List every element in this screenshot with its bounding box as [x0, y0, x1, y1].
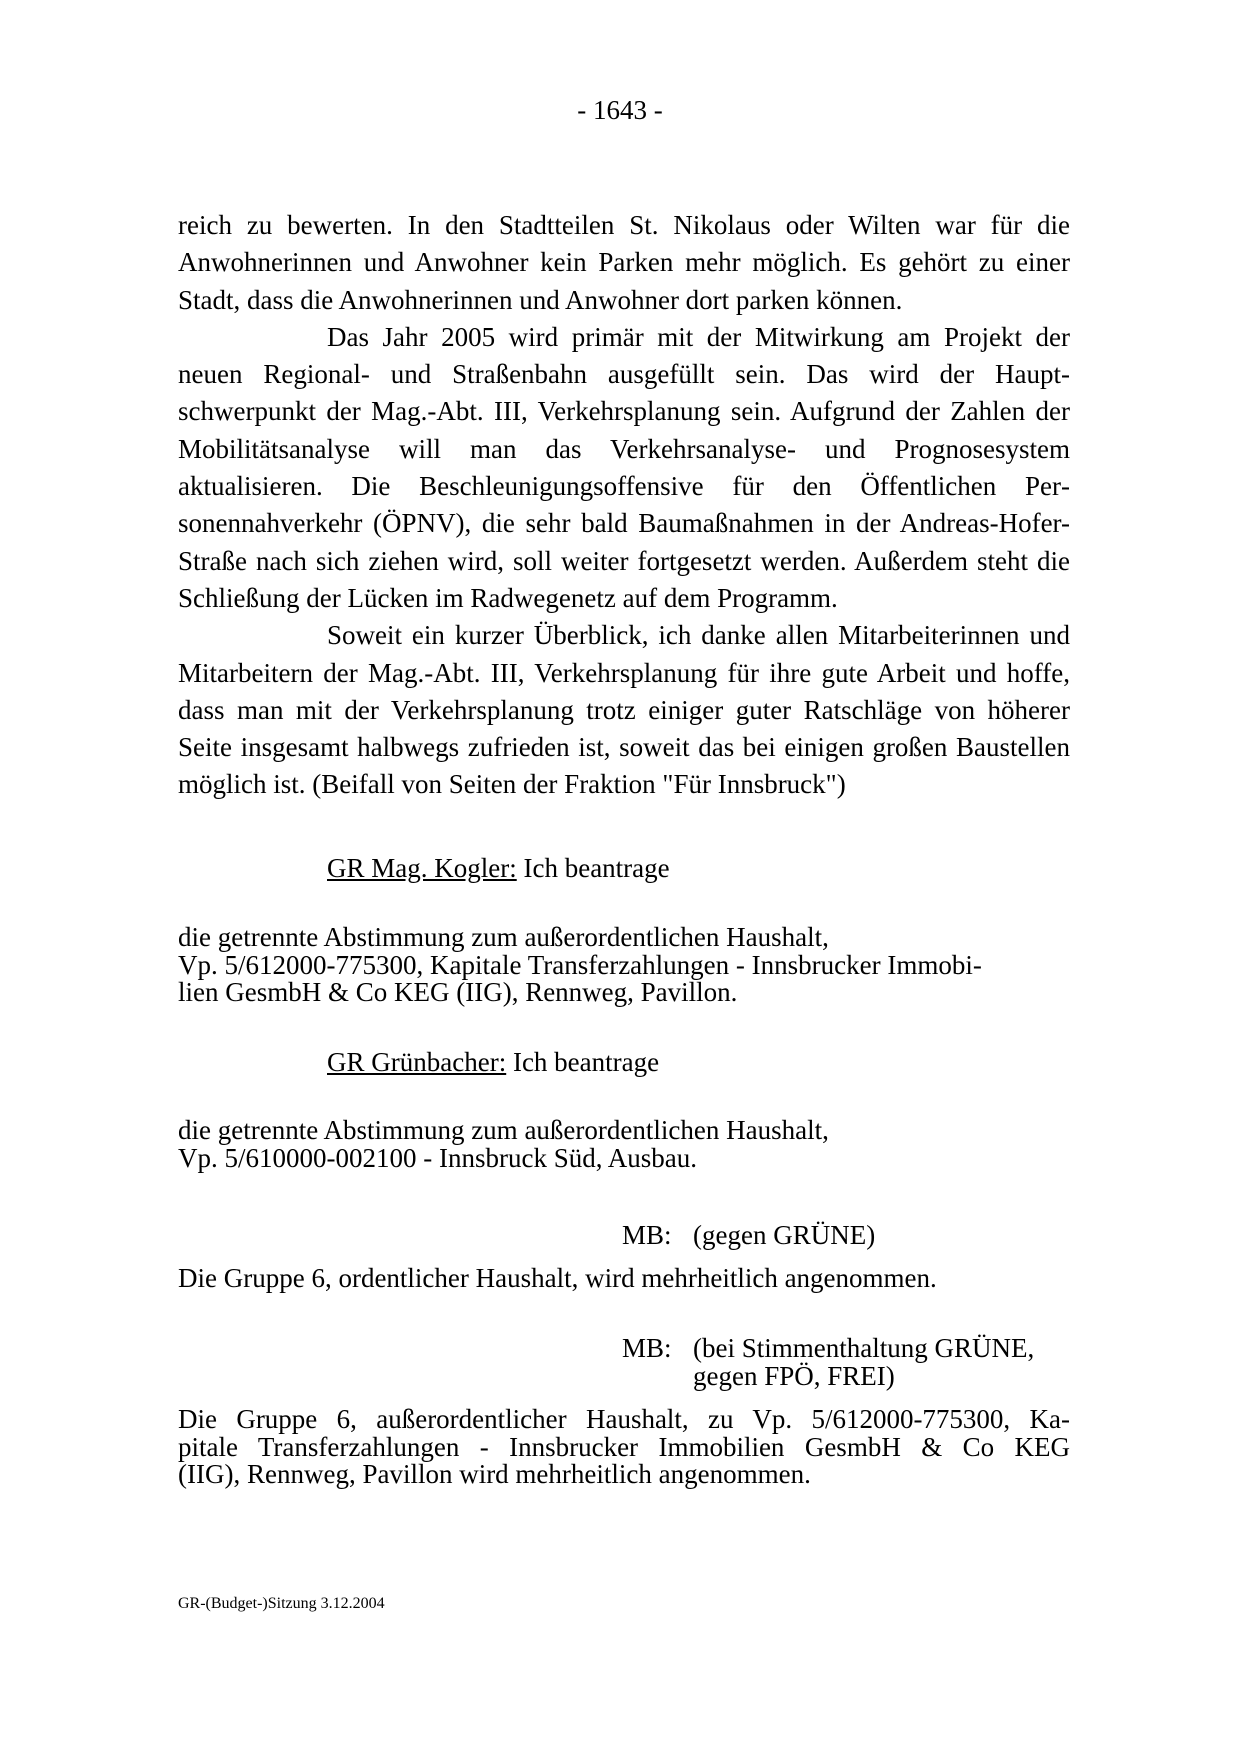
vote-detail-line: gegen FPÖ, FREI)	[693, 1360, 895, 1391]
page-number: - 1643 -	[577, 95, 663, 125]
motion-line: die getrennte Abstimmung zum außerordentlichen Haushalt,	[178, 922, 829, 952]
result-line: Die Gruppe 6, außerordentlicher Haushalt, zu Vp. 5/612000-775300, Ka-	[178, 1404, 1070, 1434]
motion-1-speaker-line	[327, 850, 670, 886]
paragraph-3: Soweit ein kurzer Überblick, ich danke allen Mitarbeiterinnen und Mitarbeitern der Mag.-Abt. III, Verkehrsplanung für ihre gute Arbeit und hoffe, dass man mit der Verkehrsplanung trotz einiger guter Ratschläge von höherer Seite insgesamt halbwegs zufrieden ist, soweit das bei einigen großen Baustellen möglich ist. (Beifall von Seiten der Fraktion "Für Innsbruck")	[178, 620, 1070, 800]
result-line: (IIG), Rennweg, Pavillon wird mehrheitlich angenommen.	[178, 1459, 811, 1489]
motion-line: die getrennte Abstimmung zum außerordentlichen Haushalt,	[178, 1115, 829, 1145]
vote-1-result: Die Gruppe 6, ordentlicher Haushalt, wird mehrheitlich angenommen.	[178, 1263, 937, 1293]
motion-2-text	[178, 1117, 1070, 1172]
speaker-name: GR Mag. Kogler:	[327, 853, 517, 883]
vote-label: MB:	[622, 1220, 672, 1250]
vote-detail	[693, 1222, 875, 1250]
motion-line: Vp. 5/610000-002100 - Innsbruck Süd, Ausbau.	[178, 1142, 697, 1173]
vote-detail-line: (bei Stimmenthaltung GRÜNE,	[693, 1333, 1035, 1363]
motion-intro: Ich beantrage	[512, 1047, 660, 1077]
motion-1-text	[178, 924, 1070, 1007]
motion-line: Vp. 5/612000-775300, Kapitale Transferzahlungen - Innsbrucker Immobi-	[178, 949, 982, 980]
vote-2-record	[622, 1335, 1034, 1390]
speech-text	[178, 207, 1070, 804]
motion-2-speaker-line	[327, 1044, 659, 1080]
vote-detail-line: (gegen GRÜNE)	[693, 1220, 876, 1250]
vote-1-record	[622, 1222, 875, 1250]
speaker-name: GR Grünbacher:	[327, 1047, 507, 1077]
motion-intro: Ich beantrage	[523, 853, 670, 883]
result-line: pitale Transferzahlungen - Innsbrucker Immobilien GesmbH & Co KEG	[178, 1431, 1070, 1462]
vote-2-result	[178, 1406, 1070, 1489]
paragraph-2: Das Jahr 2005 wird primär mit der Mitwirkung am Projekt der neuen Regional- und Straßenbahn ausgefüllt sein. Das wird der Hauptschwerpunkt der Mag.-Abt. III, Verkehrsplanung sein. Aufgrund der Zahlen der Mobilitätsanalyse will man das Verkehrsanalyse- und Prognosesystem aktualisieren. Die Beschleunigungsoffensive für den Öffentlichen Personennahverkehr (ÖPNV), die sehr bald Baumaßnahmen in der Andreas-Hofer-Straße nach sich ziehen wird, soll weiter fortgesetzt werden. Außerdem steht die Schließung der Lücken im Radwegenetz auf dem Programm.	[178, 321, 1070, 613]
motion-line: lien GesmbH & Co KEG (IIG), Rennweg, Pavillon.	[178, 977, 738, 1007]
vote-detail	[693, 1335, 1034, 1390]
footer-session-date: GR-(Budget-)Sitzung 3.12.2004	[178, 1595, 385, 1612]
paragraph-1: reich zu bewerten. In den Stadtteilen St. Nikolaus oder Wilten war für die Anwohnerinnen und Anwohner kein Parken mehr möglich. Es gehört zu einer Stadt, dass die Anwohnerinnen und Anwohner dort parken können.	[178, 210, 1070, 315]
vote-label: MB:	[622, 1333, 672, 1363]
